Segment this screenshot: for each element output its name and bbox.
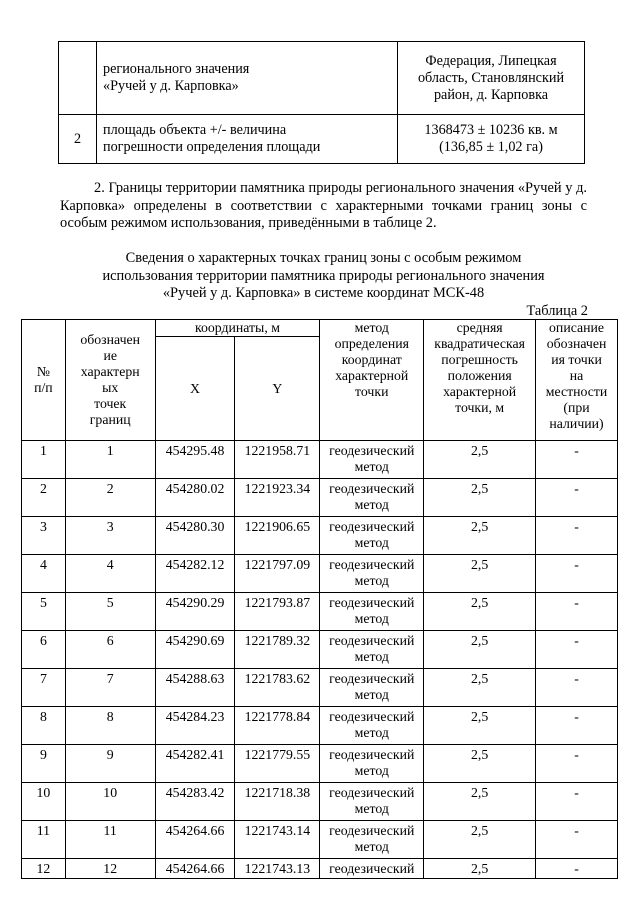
- method-line: геодезический: [329, 633, 415, 648]
- header-line: ие: [103, 348, 117, 363]
- heading-line: «Ручей у д. Карповка» в системе координат МСК-48: [162, 285, 485, 301]
- table-heading: [60, 250, 587, 303]
- point-label: 9: [65, 745, 155, 783]
- header-method: [320, 320, 424, 441]
- heading-line: Сведения о характерных точках границ зоны с особым режимом: [125, 250, 522, 266]
- header-description: [536, 320, 618, 441]
- method-line: метод: [354, 801, 389, 816]
- table-row: [22, 821, 618, 859]
- row-description: [97, 115, 398, 164]
- coord-y: 1221743.13: [235, 859, 320, 879]
- table-row: [22, 669, 618, 707]
- accuracy: 2,5: [424, 441, 536, 479]
- point-number: 11: [22, 821, 66, 859]
- point-number: 6: [22, 631, 66, 669]
- coord-y: 1221923.34: [235, 479, 320, 517]
- point-description: -: [536, 441, 618, 479]
- header-line: погрешность: [441, 352, 518, 367]
- method-line: геодезический: [329, 557, 415, 572]
- table-row: [59, 42, 585, 115]
- text-line: область, Становлянский: [417, 69, 565, 86]
- coord-x: 454282.12: [155, 555, 235, 593]
- method-line: геодезический: [329, 747, 415, 762]
- method-line: метод: [354, 763, 389, 778]
- row-description: [97, 42, 398, 115]
- header-line: характерной: [335, 368, 409, 383]
- coord-x: 454282.41: [155, 745, 235, 783]
- table-row: [59, 115, 585, 164]
- method-line: метод: [354, 839, 389, 854]
- header-line: средняя: [456, 320, 503, 335]
- point-description: -: [536, 821, 618, 859]
- point-description: -: [536, 517, 618, 555]
- point-description: -: [536, 669, 618, 707]
- point-label: 12: [65, 859, 155, 879]
- point-label: 10: [65, 783, 155, 821]
- header-line: метод: [354, 320, 389, 335]
- coord-y: 1221789.32: [235, 631, 320, 669]
- method: [320, 669, 424, 707]
- coord-x: 454280.02: [155, 479, 235, 517]
- table-row: [22, 745, 618, 783]
- header-y: Y: [235, 337, 320, 441]
- point-label: 8: [65, 707, 155, 745]
- coord-y: 1221779.55: [235, 745, 320, 783]
- row-value: [398, 115, 585, 164]
- coord-y: 1221778.84: [235, 707, 320, 745]
- point-label: 3: [65, 517, 155, 555]
- method-line: геодезический: [329, 823, 415, 838]
- table-row: [22, 707, 618, 745]
- table-row: [22, 631, 618, 669]
- accuracy: 2,5: [424, 821, 536, 859]
- method-line: метод: [354, 725, 389, 740]
- point-number: 9: [22, 745, 66, 783]
- method: [320, 859, 424, 879]
- point-number: 12: [22, 859, 66, 879]
- method-line: метод: [354, 535, 389, 550]
- table-row: [22, 555, 618, 593]
- table-label: Таблица 2: [526, 303, 588, 319]
- point-label: 6: [65, 631, 155, 669]
- header-line: ых: [102, 380, 119, 395]
- header-line: обозначен: [80, 332, 141, 347]
- header-line: №: [36, 364, 50, 379]
- header-point: [65, 320, 155, 441]
- method-line: геодезический: [329, 709, 415, 724]
- method: [320, 555, 424, 593]
- header-line: точки: [355, 384, 389, 399]
- heading-line: использования территории памятника природы регионального значения: [102, 267, 545, 284]
- coord-y: 1221793.87: [235, 593, 320, 631]
- coordinates-table: [21, 319, 618, 879]
- point-description: -: [536, 631, 618, 669]
- point-label: 2: [65, 479, 155, 517]
- coord-x: 454264.66: [155, 859, 235, 879]
- coord-y: 1221783.62: [235, 669, 320, 707]
- point-description: -: [536, 707, 618, 745]
- row-value: [398, 42, 585, 115]
- header-line: п/п: [34, 380, 53, 395]
- accuracy: 2,5: [424, 555, 536, 593]
- point-description: -: [536, 593, 618, 631]
- point-number: 5: [22, 593, 66, 631]
- header-accuracy: [424, 320, 536, 441]
- method-line: геодезический: [329, 671, 415, 686]
- header-line: квадратическая: [434, 336, 526, 351]
- header-line: наличии): [549, 416, 604, 431]
- method: [320, 631, 424, 669]
- point-description: -: [536, 479, 618, 517]
- method: [320, 479, 424, 517]
- text-line: район, д. Карповка: [433, 86, 549, 103]
- header-line: на: [569, 368, 584, 383]
- method-line: метод: [354, 611, 389, 626]
- row-number: 2: [59, 115, 97, 164]
- accuracy: 2,5: [424, 783, 536, 821]
- accuracy: 2,5: [424, 745, 536, 783]
- header-line: определения: [334, 336, 409, 351]
- header-line: местности: [545, 384, 608, 399]
- table-row: [22, 517, 618, 555]
- accuracy: 2,5: [424, 631, 536, 669]
- point-number: 2: [22, 479, 66, 517]
- point-number: 1: [22, 441, 66, 479]
- point-description: -: [536, 783, 618, 821]
- accuracy: 2,5: [424, 479, 536, 517]
- method: [320, 821, 424, 859]
- accuracy: 2,5: [424, 859, 536, 879]
- method-line: метод: [354, 459, 389, 474]
- coord-x: 454280.30: [155, 517, 235, 555]
- point-label: 7: [65, 669, 155, 707]
- text-line: Федерация, Липецкая: [425, 52, 557, 69]
- coord-x: 454295.48: [155, 441, 235, 479]
- text-line: площадь объекта +/- величина: [103, 122, 287, 138]
- header-coords: координаты, м: [155, 320, 320, 337]
- accuracy: 2,5: [424, 707, 536, 745]
- text-line: 1368473 ± 10236 кв. м: [424, 122, 558, 138]
- header-line: координат: [341, 352, 402, 367]
- accuracy: 2,5: [424, 593, 536, 631]
- area-info-table: [58, 41, 585, 164]
- method-line: геодезический: [329, 443, 415, 458]
- text-line: (136,85 ± 1,02 га): [439, 139, 543, 155]
- point-description: -: [536, 859, 618, 879]
- method: [320, 745, 424, 783]
- coord-x: 454290.69: [155, 631, 235, 669]
- row-number: [59, 42, 97, 115]
- header-x: X: [155, 337, 235, 441]
- point-label: 1: [65, 441, 155, 479]
- text-line: погрешности определения площади: [103, 139, 321, 155]
- text-line: «Ручей у д. Карповка»: [103, 78, 239, 94]
- header-line: положения: [447, 368, 512, 383]
- method-line: метод: [354, 649, 389, 664]
- method-line: геодезический: [329, 861, 415, 876]
- method-line: геодезический: [329, 519, 415, 534]
- method-line: метод: [354, 573, 389, 588]
- method: [320, 441, 424, 479]
- header-line: точек: [94, 396, 127, 411]
- method-line: геодезический: [329, 785, 415, 800]
- method-line: геодезический: [329, 481, 415, 496]
- point-number: 3: [22, 517, 66, 555]
- coord-y: 1221797.09: [235, 555, 320, 593]
- point-number: 7: [22, 669, 66, 707]
- header-line: описание: [549, 320, 605, 335]
- method-line: метод: [354, 497, 389, 512]
- coord-x: 454288.63: [155, 669, 235, 707]
- boundary-paragraph: 2. Границы территории памятника природы регионального значения «Ручей у д. Карповка» определены в соответствии с характерными точками границ зоны с особым режимом использования, приведёнными в таблице 2.: [60, 180, 587, 231]
- header-line: характерной: [443, 384, 517, 399]
- coord-x: 454290.29: [155, 593, 235, 631]
- table-row: [22, 593, 618, 631]
- coord-x: 454264.66: [155, 821, 235, 859]
- header-row: [22, 320, 618, 337]
- method-line: метод: [354, 687, 389, 702]
- point-label: 5: [65, 593, 155, 631]
- accuracy: 2,5: [424, 517, 536, 555]
- point-number: 4: [22, 555, 66, 593]
- point-number: 10: [22, 783, 66, 821]
- header-line: характерн: [80, 364, 140, 379]
- table-row: [22, 783, 618, 821]
- coord-y: 1221718.38: [235, 783, 320, 821]
- method: [320, 517, 424, 555]
- point-label: 11: [65, 821, 155, 859]
- text-line: регионального значения: [103, 61, 250, 77]
- header-num: [22, 320, 66, 441]
- point-number: 8: [22, 707, 66, 745]
- header-line: обозначен: [546, 336, 607, 351]
- header-line: границ: [89, 412, 131, 427]
- method: [320, 593, 424, 631]
- table-row: [22, 859, 618, 879]
- coord-y: 1221743.14: [235, 821, 320, 859]
- coord-x: 454284.23: [155, 707, 235, 745]
- header-line: ия точки: [551, 352, 602, 367]
- table-row: [22, 441, 618, 479]
- coordinates-body: [22, 441, 618, 879]
- table-row: [22, 479, 618, 517]
- point-description: -: [536, 745, 618, 783]
- coord-x: 454283.42: [155, 783, 235, 821]
- header-line: точки, м: [455, 400, 505, 415]
- point-description: -: [536, 555, 618, 593]
- method-line: геодезический: [329, 595, 415, 610]
- method: [320, 783, 424, 821]
- coord-y: 1221958.71: [235, 441, 320, 479]
- method: [320, 707, 424, 745]
- coord-y: 1221906.65: [235, 517, 320, 555]
- accuracy: 2,5: [424, 669, 536, 707]
- point-label: 4: [65, 555, 155, 593]
- header-line: (при: [563, 400, 590, 415]
